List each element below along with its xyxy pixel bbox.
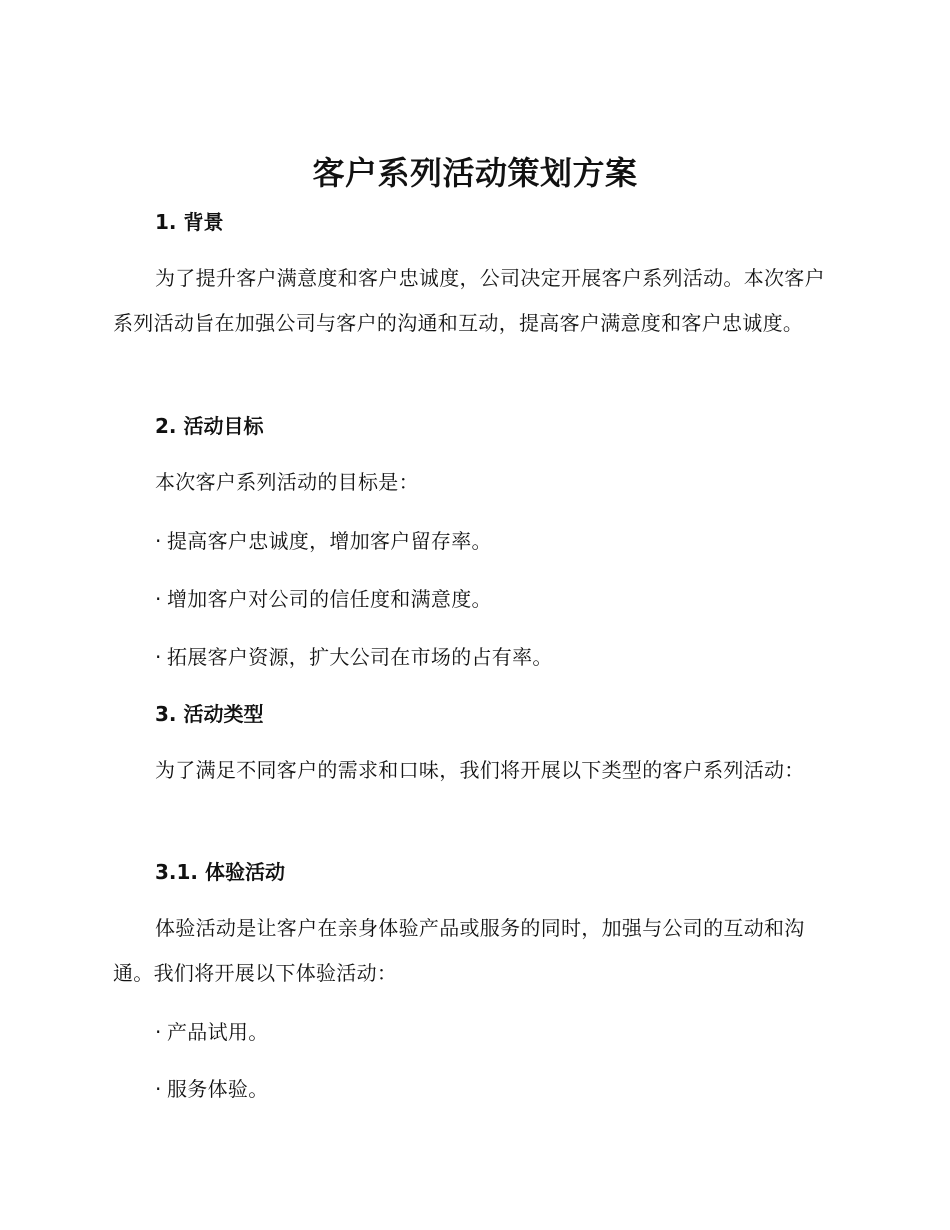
goal-bullet-1 (155, 527, 492, 555)
bullet-dot: · (155, 645, 162, 669)
section-heading-background: 1. 背景 (155, 210, 224, 234)
bullet-dot: · (155, 1077, 162, 1101)
bullet-dot: · (155, 1020, 162, 1044)
section-heading-experience: 3.1. 体验活动 (155, 860, 285, 884)
document-title: 客户系列活动策划方案 (312, 154, 638, 192)
goal-bullet-2 (155, 585, 492, 613)
bullet-dot: · (155, 529, 162, 553)
goal-bullet-text: 增加客户对公司的信任度和满意度。 (167, 587, 492, 611)
experience-bullet-2 (155, 1075, 269, 1103)
types-paragraph: 为了满足不同客户的需求和口味，我们将开展以下类型的客户系列活动： (155, 758, 805, 782)
section-heading-types: 3. 活动类型 (155, 702, 264, 726)
bullet-dot: · (155, 587, 162, 611)
goal-bullet-3 (155, 643, 553, 671)
experience-bullet-text: 服务体验。 (167, 1077, 269, 1101)
section-heading-goals: 2. 活动目标 (155, 414, 264, 438)
goal-bullet-text: 拓展客户资源，扩大公司在市场的占有率。 (167, 645, 553, 669)
background-paragraph: 为了提升客户满意度和客户忠诚度，公司决定开展客户系列活动。本次客户系列活动旨在加强公司与客户的沟通和互动，提高客户满意度和客户忠诚度。 (113, 266, 825, 335)
goals-intro: 本次客户系列活动的目标是： (155, 470, 419, 494)
experience-paragraph: 体验活动是让客户在亲身体验产品或服务的同时，加强与公司的互动和沟通。我们将开展以下体验活动： (113, 916, 805, 985)
experience-bullet-1 (155, 1018, 269, 1046)
experience-bullet-text: 产品试用。 (167, 1020, 269, 1044)
goal-bullet-text: 提高客户忠诚度，增加客户留存率。 (167, 529, 492, 553)
